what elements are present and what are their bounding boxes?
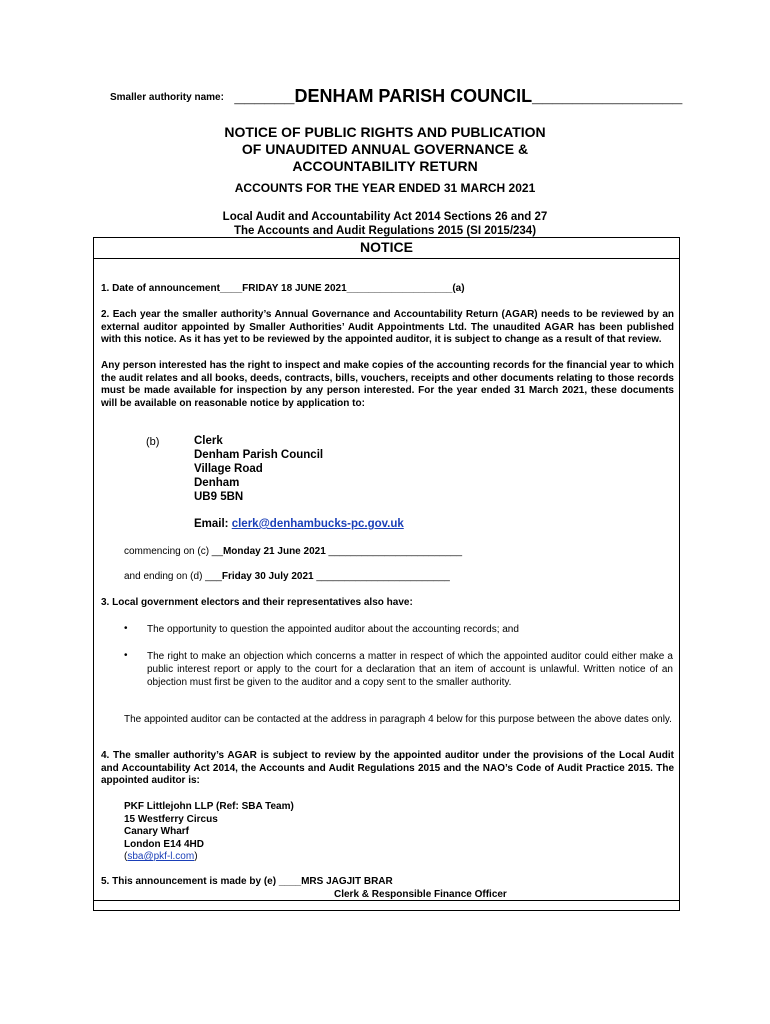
auditor-email-link[interactable]: sba@pkf-l.com [127,851,195,863]
clerk-address [194,434,323,504]
auditor-email-row [124,851,294,864]
auditor-address-line: London E14 4HD [124,838,205,850]
auditor-contact-note: The appointed auditor can be contacted at the address in paragraph 4 below for this purpose between the above dates only. [124,714,672,725]
auditor-address-line: 15 Westferry Circus [124,813,218,825]
commencing-date: Monday 21 June 2021 [222,546,326,557]
item3-heading: 3. Local government electors and their representatives also have: [101,597,413,608]
ending-suffix: ________________________ [313,571,450,582]
act-line-2: The Accounts and Audit Regulations 2015 (SI 2015/234) [233,225,537,237]
announcement-made-by: 5. This announcement is made by (e) ____MRS JAGJIT BRAR [101,876,393,887]
bullet-icon: • [124,650,128,661]
auditor-address-line: PKF Littlejohn LLP (Ref: SBA Team) [124,801,294,812]
address-line: Denham Parish Council [194,449,324,461]
notice-header-divider [93,258,680,259]
address-line: Village Road [194,463,263,475]
auditor-address-line: Canary Wharf [124,826,190,838]
clerk-email-row [194,518,404,530]
authority-label: Smaller authority name: [110,92,224,103]
ending-row [124,571,450,582]
address-line: Clerk [194,435,223,447]
item4-paragraph: 4. The smaller authority’s AGAR is subject to review by the appointed auditor under the provisions of the Local Audit and Accountability Act 2014, the Accounts and Audit Regulations 2015 and the NAO’s Code of Audit Practice 2015. The appointed auditor is: [101,750,674,787]
authority-name: ______DENHAM PARISH COUNCIL_______________ [234,86,683,106]
address-line: Denham [194,477,240,489]
email-label: Email: [194,518,232,530]
item2-paragraph-1: 2. Each year the smaller authority’s Annual Governance and Accountability Return (AGAR) needs to be reviewed by an external auditor appointed by Smaller Authorities’ Audit Appointments Ltd. The unaudited AGAR has been published with this notice. As it has yet to be reviewed by the appointed auditor, it is subject to change as a result of that review. [101,309,674,346]
ending-date: Friday 30 July 2021 [221,571,314,582]
paren-open: ( [124,851,128,863]
commencing-suffix: ________________________ [325,546,463,557]
commencing-prefix: commencing on (c) __ [124,546,223,557]
bullet-icon: • [124,623,128,634]
announcer-role: Clerk & Responsible Finance Officer [334,889,507,900]
accounts-year-line: ACCOUNTS FOR THE YEAR ENDED 31 MARCH 2021 [234,181,536,195]
commencing-row [124,546,462,557]
clerk-email-link[interactable]: clerk@denhambucks-pc.gov.uk [231,518,404,530]
ending-prefix: and ending on (d) ___ [124,571,222,582]
authority-name-row [110,86,682,107]
act-line-1: Local Audit and Accountability Act 2014 Sections 26 and 27 [222,211,548,223]
notice-heading: NOTICE [360,239,413,255]
address-marker: (b) [146,436,160,448]
date-of-announcement: 1. Date of announcement____FRIDAY 18 JUNE 2021___________________(a) [101,283,465,294]
item2-paragraph-2: Any person interested has the right to inspect and make copies of the accounting records for the financial year to which the audit relates and all books, deeds, contracts, bills, vouchers, receipts and other documents relating to those records must be made available for inspection by any person interested. For the year ended 31 March 2021, these documents will be available on reasonable notice by application to: [101,360,674,409]
paren-close: ) [194,851,198,863]
bullet-item-2: The right to make an objection which concerns a matter in respect of which the appointed auditor could either make a public interest report or apply to the court for a declaration that an item of account is unlawful. Written notice of an objection must first be given to the auditor and a copy sent to the smaller authority. [147,651,673,688]
auditor-address [124,801,294,864]
title-line-3: ACCOUNTABILITY RETURN [292,158,478,174]
title-line-1: NOTICE OF PUBLIC RIGHTS AND PUBLICATION [224,124,546,140]
bullet-item-1: The opportunity to question the appointed auditor about the accounting records; and [147,624,519,635]
address-line: UB9 5BN [194,491,244,503]
title-line-2: OF UNAUDITED ANNUAL GOVERNANCE & [241,141,529,157]
